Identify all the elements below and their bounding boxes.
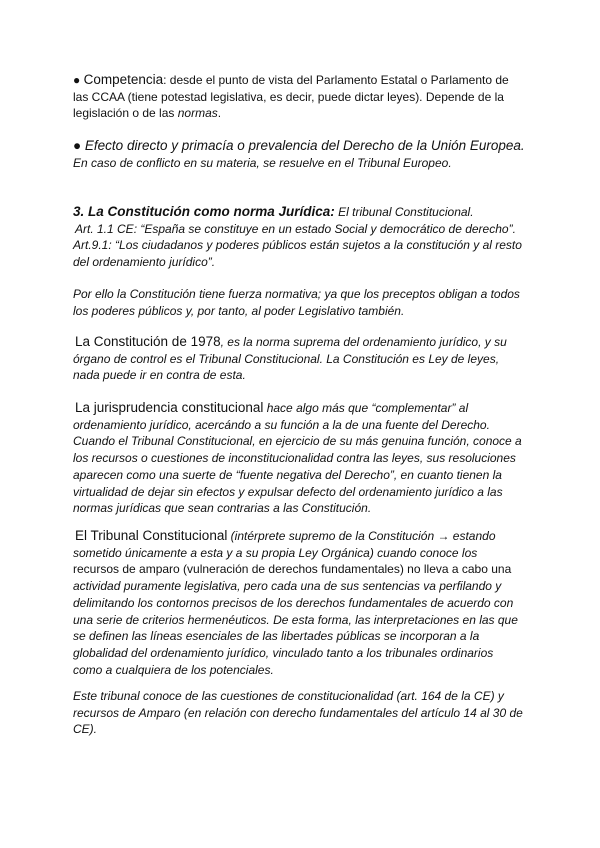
para3-line-5: aparecen como una suerte de “fuente negativa del Derecho”, en cuanto tienen la [73, 467, 502, 482]
article-1-1: Art. 1.1 CE: “España se constituye en un estado Social y democrático de derecho”. [75, 221, 516, 236]
efecto-directo-paragraph [73, 138, 533, 171]
para4-line-1: (intérprete supremo de la Constitución → estando [227, 529, 496, 543]
tribunal-constitucional-paragraph [73, 528, 533, 678]
competencia-lead: Competencia [83, 72, 164, 87]
para3-line-4: los recursos o cuestiones de inconstitucionalidad contra las leyes, sus resoluciones [73, 451, 516, 466]
jurisprudencia-paragraph [73, 400, 533, 517]
efecto-line-2: En caso de conflicto en su materia, se resuelve en el Tribunal Europeo. [73, 155, 452, 170]
para2-lead: La Constitución de 1978 [75, 334, 221, 349]
article-9-1-line-2: del ordenamiento jurídico”. [73, 255, 216, 270]
para2-line-1: , es la norma suprema del ordenamiento jurídico, y su [220, 335, 507, 349]
bullet-icon: ● [73, 138, 82, 153]
efecto-line-1: Efecto directo y primacía o prevalencia del Derecho de la Unión Europea. [84, 138, 525, 153]
section-3 [73, 204, 533, 271]
para4-line-2: sometido únicamente a esta y a su propia Ley Orgánica) cuando conoce los [73, 545, 478, 560]
para3-lead: La jurisprudencia constitucional [75, 400, 264, 415]
competencia-paragraph [73, 72, 533, 122]
para3-line-1: hace algo más que “complementar” al [263, 401, 469, 415]
para4-line-9: como a cualquiera de los potenciales. [73, 662, 274, 677]
para3-line-2: ordenamiento jurídico, acercándo a su función a la de una fuente del Derecho. [73, 417, 490, 432]
para4-line-3: recursos de amparo (vulneración de derechos fundamentales) no lleva a cabo una [73, 562, 512, 577]
para4-line-4: actividad puramente legislativa, pero cada una de sus sentencias va perfilando y [73, 579, 502, 594]
cuestiones-constitucionalidad-paragraph [73, 688, 533, 738]
para4-line-7: se definen las líneas esenciales de las libertades públicas se incorporan a la [73, 629, 480, 644]
section-heading-tail: El tribunal Constitucional. [334, 205, 474, 219]
para5-line-3: CE). [73, 722, 97, 737]
para5-line-1: Este tribunal conoce de las cuestiones de constitucionalidad (art. 164 de la CE) y [73, 689, 504, 703]
para3-line-6: virtualidad de dejar sin efectos y expulsar defecto del ordenamiento jurídico a las [73, 484, 503, 499]
para4-lead: El Tribunal Constitucional [75, 528, 228, 543]
para1-line-1: Por ello la Constitución tiene fuerza normativa; ya que los preceptos obligan a todos [73, 287, 520, 301]
para4-line-5: delimitando los contornos precisos de los derechos fundamentales de acuerdo con [73, 595, 514, 610]
bullet-icon: ● [73, 73, 81, 87]
para3-line-3: Cuando el Tribunal Constitucional, en ejercicio de su más genuina función, conoce a [73, 434, 522, 449]
competencia-text-3: legislación o de las [73, 106, 178, 121]
para2-line-3: nada puede ir en contra de esta. [73, 368, 246, 383]
para2-line-2: órgano de control es el Tribunal Constitucional. La Constitución es Ley de leyes, [73, 351, 500, 366]
competencia-text-1: : desde el punto de vista del Parlamento Estatal o Parlamento de [163, 73, 509, 87]
constitucion-1978-paragraph [73, 334, 533, 384]
fuerza-normativa-paragraph [73, 286, 533, 319]
para3-line-7: normas jurídicas que sean contrarias a las Constitución. [73, 501, 372, 516]
para4-line-6: una serie de criterios hermenéuticos. De esta forma, las interpretaciones en las que [73, 612, 518, 627]
competencia-normas: normas [177, 106, 218, 121]
competencia-period: . [217, 106, 222, 121]
competencia-text-2: las CCAA (tiene potestad legislativa, es decir, puede dictar leyes). Depende de la [73, 89, 504, 104]
para1-line-2: los poderes públicos y, por tanto, al poder Legislativo también. [73, 303, 405, 318]
para5-line-2: recursos de Amparo (en relación con derecho fundamentales del artículo 14 al 30 de [73, 705, 523, 720]
para4-line-8: globalidad del ordenamiento jurídico, vinculado tanto a los tribunales ordinarios [73, 645, 494, 660]
article-9-1-line-1: Art.9.1: “Los ciudadanos y poderes públicos están sujetos a la constitución y al resto [73, 238, 522, 253]
section-heading: 3. La Constitución como norma Jurídica: [73, 204, 335, 219]
